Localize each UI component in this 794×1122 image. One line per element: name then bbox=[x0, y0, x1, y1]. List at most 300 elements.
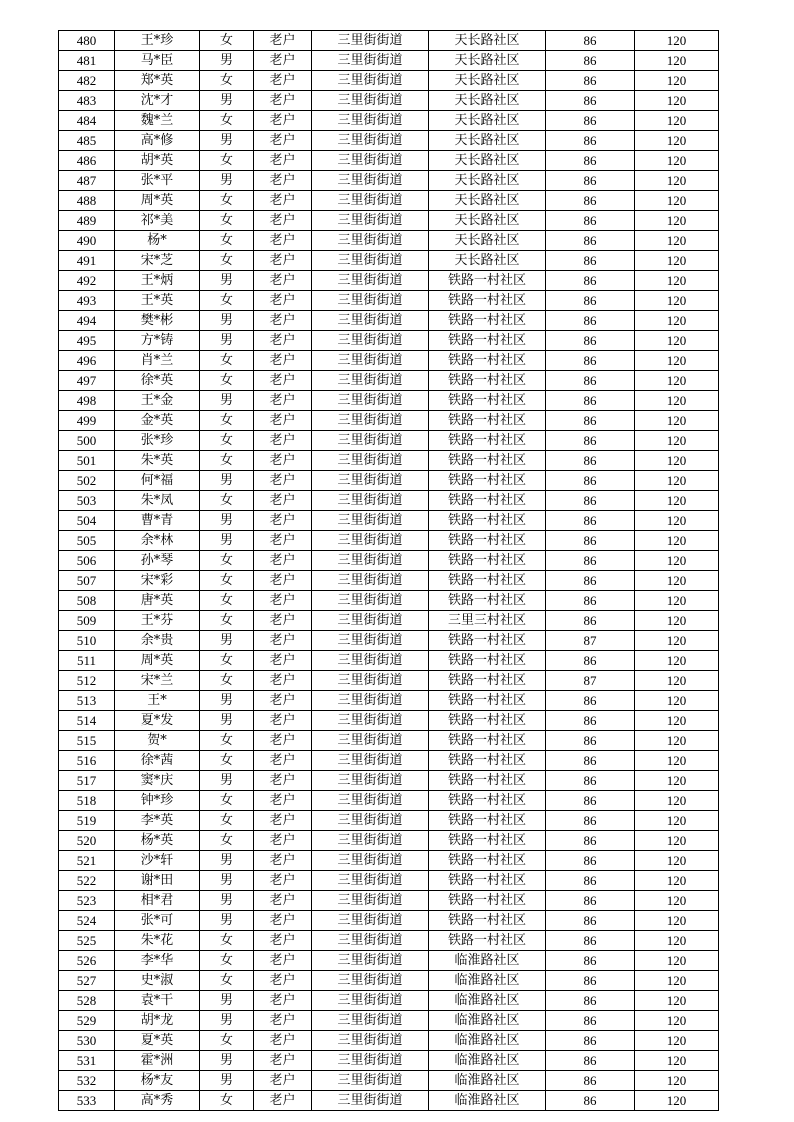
cell-gender: 女 bbox=[200, 191, 254, 211]
cell-amount: 120 bbox=[635, 211, 719, 231]
cell-gender: 男 bbox=[200, 391, 254, 411]
cell-row-number: 485 bbox=[59, 131, 115, 151]
cell-household-type: 老户 bbox=[254, 551, 312, 571]
cell-community: 铁路一村社区 bbox=[429, 351, 546, 371]
cell-amount: 120 bbox=[635, 371, 719, 391]
cell-community: 铁路一村社区 bbox=[429, 311, 546, 331]
cell-row-number: 533 bbox=[59, 1091, 115, 1111]
cell-age: 87 bbox=[546, 631, 635, 651]
table-row bbox=[59, 391, 719, 411]
cell-gender: 女 bbox=[200, 291, 254, 311]
cell-household-type: 老户 bbox=[254, 871, 312, 891]
cell-name: 杨*友 bbox=[115, 1071, 200, 1091]
cell-street-office: 三里街街道 bbox=[312, 1031, 429, 1051]
cell-street-office: 三里街街道 bbox=[312, 51, 429, 71]
cell-gender: 男 bbox=[200, 771, 254, 791]
cell-street-office: 三里街街道 bbox=[312, 251, 429, 271]
cell-age: 86 bbox=[546, 451, 635, 471]
cell-amount: 120 bbox=[635, 1051, 719, 1071]
cell-community: 铁路一村社区 bbox=[429, 771, 546, 791]
cell-row-number: 499 bbox=[59, 411, 115, 431]
cell-row-number: 525 bbox=[59, 931, 115, 951]
cell-age: 86 bbox=[546, 591, 635, 611]
cell-street-office: 三里街街道 bbox=[312, 171, 429, 191]
cell-gender: 男 bbox=[200, 631, 254, 651]
cell-age: 87 bbox=[546, 671, 635, 691]
table-row bbox=[59, 1011, 719, 1031]
cell-age: 86 bbox=[546, 931, 635, 951]
cell-street-office: 三里街街道 bbox=[312, 311, 429, 331]
cell-household-type: 老户 bbox=[254, 731, 312, 751]
cell-amount: 120 bbox=[635, 1031, 719, 1051]
cell-amount: 120 bbox=[635, 591, 719, 611]
cell-community: 铁路一村社区 bbox=[429, 691, 546, 711]
cell-name: 郑*英 bbox=[115, 71, 200, 91]
cell-amount: 120 bbox=[635, 671, 719, 691]
table-row bbox=[59, 491, 719, 511]
cell-community: 天长路社区 bbox=[429, 171, 546, 191]
cell-street-office: 三里街街道 bbox=[312, 411, 429, 431]
cell-gender: 男 bbox=[200, 471, 254, 491]
cell-street-office: 三里街街道 bbox=[312, 571, 429, 591]
cell-gender: 女 bbox=[200, 251, 254, 271]
cell-street-office: 三里街街道 bbox=[312, 1071, 429, 1091]
cell-community: 临淮路社区 bbox=[429, 1051, 546, 1071]
cell-name: 胡*龙 bbox=[115, 1011, 200, 1031]
cell-row-number: 513 bbox=[59, 691, 115, 711]
cell-row-number: 520 bbox=[59, 831, 115, 851]
table-row bbox=[59, 771, 719, 791]
cell-street-office: 三里街街道 bbox=[312, 851, 429, 871]
cell-age: 86 bbox=[546, 1051, 635, 1071]
cell-amount: 120 bbox=[635, 631, 719, 651]
cell-gender: 女 bbox=[200, 111, 254, 131]
cell-amount: 120 bbox=[635, 251, 719, 271]
cell-row-number: 504 bbox=[59, 511, 115, 531]
cell-community: 铁路一村社区 bbox=[429, 471, 546, 491]
cell-age: 86 bbox=[546, 691, 635, 711]
table-row bbox=[59, 151, 719, 171]
cell-gender: 女 bbox=[200, 831, 254, 851]
cell-age: 86 bbox=[546, 151, 635, 171]
cell-household-type: 老户 bbox=[254, 251, 312, 271]
cell-age: 86 bbox=[546, 311, 635, 331]
cell-household-type: 老户 bbox=[254, 1011, 312, 1031]
cell-gender: 女 bbox=[200, 751, 254, 771]
cell-household-type: 老户 bbox=[254, 891, 312, 911]
cell-amount: 120 bbox=[635, 51, 719, 71]
cell-household-type: 老户 bbox=[254, 411, 312, 431]
cell-street-office: 三里街街道 bbox=[312, 271, 429, 291]
cell-household-type: 老户 bbox=[254, 691, 312, 711]
cell-name: 杨*英 bbox=[115, 831, 200, 851]
cell-age: 86 bbox=[546, 971, 635, 991]
cell-name: 张*珍 bbox=[115, 431, 200, 451]
table-row bbox=[59, 651, 719, 671]
cell-community: 铁路一村社区 bbox=[429, 651, 546, 671]
cell-amount: 120 bbox=[635, 611, 719, 631]
cell-amount: 120 bbox=[635, 431, 719, 451]
cell-amount: 120 bbox=[635, 351, 719, 371]
table-row bbox=[59, 31, 719, 51]
cell-row-number: 509 bbox=[59, 611, 115, 631]
cell-amount: 120 bbox=[635, 131, 719, 151]
cell-amount: 120 bbox=[635, 951, 719, 971]
cell-gender: 男 bbox=[200, 271, 254, 291]
cell-household-type: 老户 bbox=[254, 571, 312, 591]
cell-street-office: 三里街街道 bbox=[312, 231, 429, 251]
cell-street-office: 三里街街道 bbox=[312, 651, 429, 671]
cell-amount: 120 bbox=[635, 531, 719, 551]
cell-household-type: 老户 bbox=[254, 591, 312, 611]
cell-age: 86 bbox=[546, 731, 635, 751]
table-row bbox=[59, 431, 719, 451]
cell-household-type: 老户 bbox=[254, 1051, 312, 1071]
cell-age: 86 bbox=[546, 251, 635, 271]
cell-community: 天长路社区 bbox=[429, 131, 546, 151]
cell-household-type: 老户 bbox=[254, 611, 312, 631]
cell-community: 铁路一村社区 bbox=[429, 931, 546, 951]
cell-household-type: 老户 bbox=[254, 171, 312, 191]
cell-street-office: 三里街街道 bbox=[312, 931, 429, 951]
cell-row-number: 498 bbox=[59, 391, 115, 411]
cell-name: 张*平 bbox=[115, 171, 200, 191]
cell-age: 86 bbox=[546, 491, 635, 511]
cell-community: 临淮路社区 bbox=[429, 971, 546, 991]
cell-amount: 120 bbox=[635, 291, 719, 311]
table-row bbox=[59, 891, 719, 911]
cell-age: 86 bbox=[546, 391, 635, 411]
cell-age: 86 bbox=[546, 611, 635, 631]
cell-household-type: 老户 bbox=[254, 1031, 312, 1051]
cell-amount: 120 bbox=[635, 311, 719, 331]
cell-name: 胡*英 bbox=[115, 151, 200, 171]
cell-name: 相*君 bbox=[115, 891, 200, 911]
cell-name: 张*可 bbox=[115, 911, 200, 931]
cell-household-type: 老户 bbox=[254, 771, 312, 791]
cell-amount: 120 bbox=[635, 911, 719, 931]
cell-amount: 120 bbox=[635, 651, 719, 671]
cell-name: 王*珍 bbox=[115, 31, 200, 51]
cell-gender: 男 bbox=[200, 1051, 254, 1071]
cell-community: 天长路社区 bbox=[429, 251, 546, 271]
cell-community: 铁路一村社区 bbox=[429, 671, 546, 691]
cell-gender: 女 bbox=[200, 1031, 254, 1051]
cell-community: 临淮路社区 bbox=[429, 1091, 546, 1111]
cell-amount: 120 bbox=[635, 391, 719, 411]
cell-name: 高*秀 bbox=[115, 1091, 200, 1111]
cell-row-number: 490 bbox=[59, 231, 115, 251]
cell-name: 王*炳 bbox=[115, 271, 200, 291]
cell-household-type: 老户 bbox=[254, 331, 312, 351]
cell-name: 夏*英 bbox=[115, 1031, 200, 1051]
cell-household-type: 老户 bbox=[254, 931, 312, 951]
table-row bbox=[59, 691, 719, 711]
cell-street-office: 三里街街道 bbox=[312, 611, 429, 631]
cell-amount: 120 bbox=[635, 1071, 719, 1091]
cell-gender: 女 bbox=[200, 591, 254, 611]
cell-age: 86 bbox=[546, 991, 635, 1011]
cell-community: 铁路一村社区 bbox=[429, 271, 546, 291]
cell-community: 临淮路社区 bbox=[429, 1011, 546, 1031]
cell-gender: 男 bbox=[200, 1011, 254, 1031]
cell-gender: 男 bbox=[200, 311, 254, 331]
cell-community: 铁路一村社区 bbox=[429, 391, 546, 411]
cell-household-type: 老户 bbox=[254, 911, 312, 931]
cell-household-type: 老户 bbox=[254, 351, 312, 371]
cell-age: 86 bbox=[546, 651, 635, 671]
cell-row-number: 512 bbox=[59, 671, 115, 691]
cell-street-office: 三里街街道 bbox=[312, 691, 429, 711]
cell-street-office: 三里街街道 bbox=[312, 971, 429, 991]
table-row bbox=[59, 1031, 719, 1051]
cell-gender: 女 bbox=[200, 731, 254, 751]
cell-age: 86 bbox=[546, 131, 635, 151]
cell-name: 周*英 bbox=[115, 651, 200, 671]
cell-gender: 男 bbox=[200, 891, 254, 911]
table-row bbox=[59, 571, 719, 591]
cell-amount: 120 bbox=[635, 171, 719, 191]
cell-name: 方*铸 bbox=[115, 331, 200, 351]
table-row bbox=[59, 931, 719, 951]
cell-street-office: 三里街街道 bbox=[312, 211, 429, 231]
cell-name: 高*修 bbox=[115, 131, 200, 151]
cell-amount: 120 bbox=[635, 231, 719, 251]
cell-age: 86 bbox=[546, 111, 635, 131]
cell-gender: 女 bbox=[200, 671, 254, 691]
cell-amount: 120 bbox=[635, 451, 719, 471]
cell-amount: 120 bbox=[635, 271, 719, 291]
cell-amount: 120 bbox=[635, 711, 719, 731]
cell-gender: 男 bbox=[200, 991, 254, 1011]
cell-age: 86 bbox=[546, 31, 635, 51]
cell-name: 周*英 bbox=[115, 191, 200, 211]
cell-street-office: 三里街街道 bbox=[312, 1051, 429, 1071]
cell-household-type: 老户 bbox=[254, 271, 312, 291]
cell-gender: 男 bbox=[200, 691, 254, 711]
table-row bbox=[59, 331, 719, 351]
cell-gender: 男 bbox=[200, 171, 254, 191]
cell-street-office: 三里街街道 bbox=[312, 291, 429, 311]
cell-gender: 女 bbox=[200, 791, 254, 811]
cell-name: 肖*兰 bbox=[115, 351, 200, 371]
cell-name: 魏*兰 bbox=[115, 111, 200, 131]
cell-row-number: 495 bbox=[59, 331, 115, 351]
cell-age: 86 bbox=[546, 471, 635, 491]
cell-name: 朱*凤 bbox=[115, 491, 200, 511]
cell-street-office: 三里街街道 bbox=[312, 511, 429, 531]
table-row bbox=[59, 51, 719, 71]
cell-gender: 男 bbox=[200, 331, 254, 351]
cell-community: 天长路社区 bbox=[429, 51, 546, 71]
cell-household-type: 老户 bbox=[254, 1071, 312, 1091]
cell-name: 朱*花 bbox=[115, 931, 200, 951]
cell-gender: 男 bbox=[200, 711, 254, 731]
data-table bbox=[58, 30, 719, 1111]
cell-gender: 女 bbox=[200, 651, 254, 671]
table-row bbox=[59, 551, 719, 571]
cell-row-number: 515 bbox=[59, 731, 115, 751]
cell-community: 铁路一村社区 bbox=[429, 911, 546, 931]
cell-name: 马*臣 bbox=[115, 51, 200, 71]
cell-household-type: 老户 bbox=[254, 231, 312, 251]
cell-row-number: 522 bbox=[59, 871, 115, 891]
cell-street-office: 三里街街道 bbox=[312, 991, 429, 1011]
cell-amount: 120 bbox=[635, 1091, 719, 1111]
cell-household-type: 老户 bbox=[254, 451, 312, 471]
cell-gender: 女 bbox=[200, 411, 254, 431]
cell-row-number: 491 bbox=[59, 251, 115, 271]
cell-household-type: 老户 bbox=[254, 111, 312, 131]
cell-community: 铁路一村社区 bbox=[429, 871, 546, 891]
cell-amount: 120 bbox=[635, 151, 719, 171]
table-row bbox=[59, 911, 719, 931]
cell-row-number: 494 bbox=[59, 311, 115, 331]
cell-row-number: 524 bbox=[59, 911, 115, 931]
table-row bbox=[59, 371, 719, 391]
cell-row-number: 489 bbox=[59, 211, 115, 231]
cell-gender: 女 bbox=[200, 811, 254, 831]
cell-household-type: 老户 bbox=[254, 791, 312, 811]
cell-row-number: 505 bbox=[59, 531, 115, 551]
cell-street-office: 三里街街道 bbox=[312, 891, 429, 911]
cell-community: 天长路社区 bbox=[429, 151, 546, 171]
cell-community: 铁路一村社区 bbox=[429, 591, 546, 611]
table-row bbox=[59, 1051, 719, 1071]
cell-gender: 女 bbox=[200, 151, 254, 171]
cell-row-number: 488 bbox=[59, 191, 115, 211]
table-row bbox=[59, 271, 719, 291]
cell-gender: 女 bbox=[200, 951, 254, 971]
cell-gender: 女 bbox=[200, 971, 254, 991]
cell-household-type: 老户 bbox=[254, 471, 312, 491]
cell-community: 天长路社区 bbox=[429, 111, 546, 131]
cell-community: 铁路一村社区 bbox=[429, 831, 546, 851]
cell-household-type: 老户 bbox=[254, 91, 312, 111]
table-row bbox=[59, 991, 719, 1011]
cell-row-number: 517 bbox=[59, 771, 115, 791]
cell-name: 李*英 bbox=[115, 811, 200, 831]
cell-community: 铁路一村社区 bbox=[429, 631, 546, 651]
cell-gender: 女 bbox=[200, 431, 254, 451]
cell-row-number: 481 bbox=[59, 51, 115, 71]
cell-community: 铁路一村社区 bbox=[429, 451, 546, 471]
cell-community: 天长路社区 bbox=[429, 231, 546, 251]
cell-community: 天长路社区 bbox=[429, 91, 546, 111]
cell-street-office: 三里街街道 bbox=[312, 631, 429, 651]
cell-household-type: 老户 bbox=[254, 391, 312, 411]
cell-household-type: 老户 bbox=[254, 651, 312, 671]
cell-age: 86 bbox=[546, 951, 635, 971]
cell-amount: 120 bbox=[635, 931, 719, 951]
cell-row-number: 487 bbox=[59, 171, 115, 191]
cell-age: 86 bbox=[546, 331, 635, 351]
cell-street-office: 三里街街道 bbox=[312, 771, 429, 791]
table-row bbox=[59, 591, 719, 611]
cell-age: 86 bbox=[546, 711, 635, 731]
cell-street-office: 三里街街道 bbox=[312, 471, 429, 491]
cell-row-number: 507 bbox=[59, 571, 115, 591]
cell-street-office: 三里街街道 bbox=[312, 791, 429, 811]
cell-community: 铁路一村社区 bbox=[429, 711, 546, 731]
cell-community: 铁路一村社区 bbox=[429, 851, 546, 871]
table-row bbox=[59, 1071, 719, 1091]
cell-row-number: 484 bbox=[59, 111, 115, 131]
cell-row-number: 506 bbox=[59, 551, 115, 571]
cell-age: 86 bbox=[546, 211, 635, 231]
cell-amount: 120 bbox=[635, 751, 719, 771]
cell-age: 86 bbox=[546, 871, 635, 891]
cell-amount: 120 bbox=[635, 411, 719, 431]
table-row bbox=[59, 191, 719, 211]
table-row bbox=[59, 351, 719, 371]
table-row bbox=[59, 511, 719, 531]
cell-amount: 120 bbox=[635, 511, 719, 531]
cell-community: 铁路一村社区 bbox=[429, 791, 546, 811]
table-row bbox=[59, 871, 719, 891]
cell-row-number: 518 bbox=[59, 791, 115, 811]
cell-community: 天长路社区 bbox=[429, 31, 546, 51]
cell-community: 天长路社区 bbox=[429, 71, 546, 91]
cell-age: 86 bbox=[546, 511, 635, 531]
cell-name: 贺* bbox=[115, 731, 200, 751]
cell-household-type: 老户 bbox=[254, 751, 312, 771]
cell-street-office: 三里街街道 bbox=[312, 71, 429, 91]
cell-row-number: 530 bbox=[59, 1031, 115, 1051]
cell-household-type: 老户 bbox=[254, 991, 312, 1011]
cell-name: 李*华 bbox=[115, 951, 200, 971]
cell-age: 86 bbox=[546, 791, 635, 811]
cell-row-number: 514 bbox=[59, 711, 115, 731]
cell-community: 临淮路社区 bbox=[429, 951, 546, 971]
cell-age: 86 bbox=[546, 271, 635, 291]
cell-community: 铁路一村社区 bbox=[429, 511, 546, 531]
table-row bbox=[59, 1091, 719, 1111]
cell-community: 天长路社区 bbox=[429, 191, 546, 211]
cell-amount: 120 bbox=[635, 1011, 719, 1031]
cell-amount: 120 bbox=[635, 731, 719, 751]
cell-age: 86 bbox=[546, 891, 635, 911]
cell-community: 铁路一村社区 bbox=[429, 411, 546, 431]
cell-street-office: 三里街街道 bbox=[312, 391, 429, 411]
cell-name: 何*福 bbox=[115, 471, 200, 491]
cell-community: 铁路一村社区 bbox=[429, 571, 546, 591]
table-row bbox=[59, 91, 719, 111]
cell-gender: 女 bbox=[200, 551, 254, 571]
cell-household-type: 老户 bbox=[254, 191, 312, 211]
cell-household-type: 老户 bbox=[254, 431, 312, 451]
cell-row-number: 497 bbox=[59, 371, 115, 391]
cell-name: 袁*干 bbox=[115, 991, 200, 1011]
cell-age: 86 bbox=[546, 71, 635, 91]
cell-household-type: 老户 bbox=[254, 811, 312, 831]
cell-street-office: 三里街街道 bbox=[312, 591, 429, 611]
cell-age: 86 bbox=[546, 1031, 635, 1051]
cell-street-office: 三里街街道 bbox=[312, 751, 429, 771]
cell-community: 铁路一村社区 bbox=[429, 891, 546, 911]
cell-community: 临淮路社区 bbox=[429, 1031, 546, 1051]
cell-household-type: 老户 bbox=[254, 531, 312, 551]
cell-household-type: 老户 bbox=[254, 211, 312, 231]
cell-street-office: 三里街街道 bbox=[312, 671, 429, 691]
cell-gender: 女 bbox=[200, 451, 254, 471]
cell-row-number: 502 bbox=[59, 471, 115, 491]
table-row bbox=[59, 611, 719, 631]
cell-amount: 120 bbox=[635, 91, 719, 111]
cell-name: 余*林 bbox=[115, 531, 200, 551]
cell-community: 临淮路社区 bbox=[429, 1071, 546, 1091]
cell-amount: 120 bbox=[635, 331, 719, 351]
